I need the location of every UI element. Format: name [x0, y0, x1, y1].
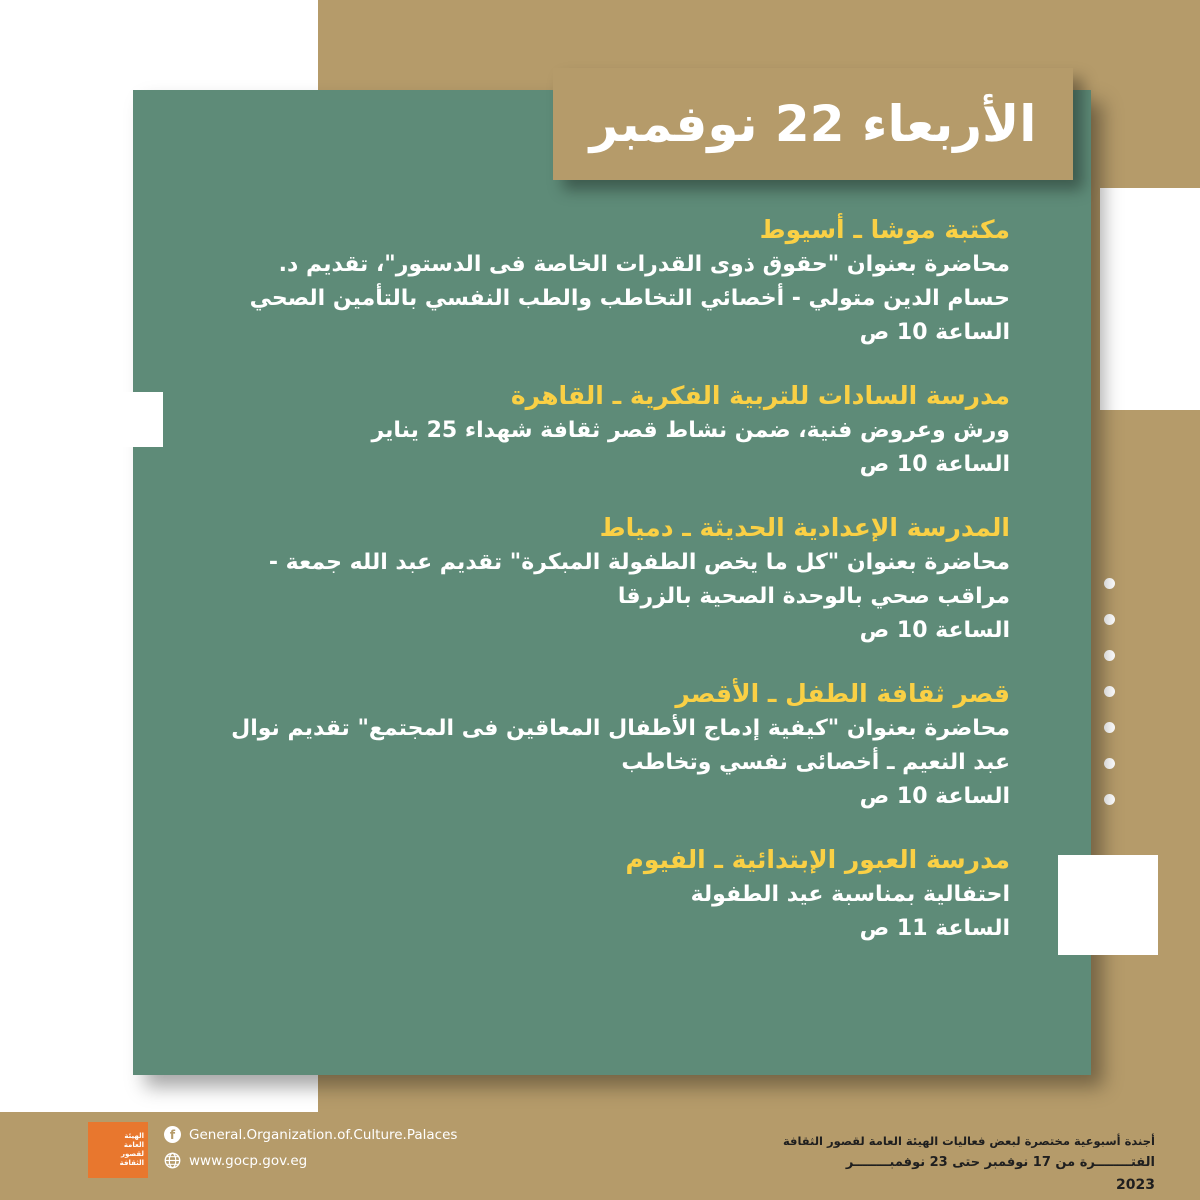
facebook-link[interactable] — [164, 1126, 457, 1143]
decorative-dot — [82, 934, 93, 945]
decorative-dot-column-right — [1104, 578, 1115, 805]
decorative-dot — [82, 897, 93, 908]
event-time: الساعة 11 ص — [859, 916, 1010, 941]
date-banner — [553, 68, 1073, 180]
event-item — [200, 842, 1010, 946]
website-url: www.gocp.gov.eg — [189, 1152, 308, 1169]
event-venue: مكتبة موشا ـ أسيوط — [759, 215, 1010, 244]
event-venue: مدرسة العبور الإبتدائية ـ الفيوم — [625, 845, 1010, 874]
decorative-dot — [1104, 578, 1115, 589]
decorative-dot — [136, 58, 147, 69]
event-description: عبد النعيم ـ أخصائى نفسي وتخاطب — [621, 750, 1010, 775]
logo-text: لقصور — [121, 1150, 144, 1158]
decorative-dot — [1104, 650, 1115, 661]
decorative-dot — [82, 786, 93, 797]
event-description: محاضرة بعنوان "كل ما يخص الطفولة المبكرة" تقديم عبد الله جمعة - — [268, 550, 1010, 575]
decorative-dot — [164, 58, 175, 69]
decorative-dot — [1104, 686, 1115, 697]
decorative-dot — [82, 860, 93, 871]
date-title: الأربعاء 22 نوفمبر — [589, 95, 1037, 153]
events-list — [200, 212, 1010, 974]
agenda-info — [783, 1130, 1155, 1196]
website-link[interactable] — [164, 1152, 307, 1169]
decorative-dot — [82, 712, 93, 723]
event-venue: قصر ثقافة الطفل ـ الأقصر — [675, 679, 1010, 708]
decorative-dot — [82, 823, 93, 834]
agenda-period: الفتــــــــرة من 17 نوفمبر حتى 23 نوفمبــــــــر — [845, 1155, 1155, 1170]
event-time: الساعة 10 ص — [859, 618, 1010, 643]
decorative-dot — [80, 84, 91, 95]
event-description: محاضرة بعنوان "كيفية إدماج الأطفال المعاقين فى المجتمع" تقديم نوال — [231, 716, 1010, 741]
agenda-title: أجندة أسبوعية مختصرة لبعض فعاليات الهيئة العامة لقصور الثقافة — [782, 1134, 1155, 1148]
event-description: احتفالية بمناسبة عيد الطفولة — [690, 882, 1010, 907]
event-time: الساعة 10 ص — [859, 784, 1010, 809]
facebook-page-name: General.Organization.of.Culture.Palaces — [189, 1126, 458, 1143]
facebook-icon: f — [164, 1126, 181, 1143]
event-item — [200, 378, 1010, 482]
decorative-dot — [80, 110, 91, 121]
event-description: ورش وعروض فنية، ضمن نشاط قصر ثقافة شهداء 25 يناير — [371, 418, 1010, 443]
logo-text: الهيئة — [124, 1132, 144, 1140]
logo-text: العامة — [123, 1141, 144, 1149]
decorative-dot-column-left — [82, 712, 93, 982]
decorative-white-square-right — [1058, 855, 1158, 955]
logo-text: الثقافة — [119, 1159, 144, 1167]
decorative-dot — [220, 58, 231, 69]
agenda-year: 2023 — [1116, 1177, 1155, 1193]
gocp-logo — [88, 1122, 148, 1178]
decorative-dot — [192, 58, 203, 69]
event-time: الساعة 10 ص — [859, 320, 1010, 345]
event-item — [200, 676, 1010, 814]
decorative-dot — [1104, 722, 1115, 733]
decorative-dot — [108, 58, 119, 69]
decorative-white-square-left — [108, 392, 163, 447]
decorative-dot — [1104, 614, 1115, 625]
decorative-dot — [108, 84, 119, 95]
event-description: حسام الدين متولي - أخصائي التخاطب والطب النفسي بالتأمين الصحي — [249, 286, 1010, 311]
decorative-dot — [80, 136, 91, 147]
event-time: الساعة 10 ص — [859, 452, 1010, 477]
event-item — [200, 212, 1010, 350]
decorative-dot — [82, 971, 93, 982]
decorative-dot — [1104, 794, 1115, 805]
event-venue: المدرسة الإعدادية الحديثة ـ دمياط — [599, 513, 1010, 542]
event-item — [200, 510, 1010, 648]
event-description: محاضرة بعنوان "حقوق ذوى القدرات الخاصة فى الدستور"، تقديم د. — [278, 252, 1010, 277]
globe-icon — [164, 1152, 181, 1169]
decorative-dot — [82, 749, 93, 760]
decorative-dot — [108, 136, 119, 147]
decorative-dot — [108, 110, 119, 121]
event-venue: مدرسة السادات للتربية الفكرية ـ القاهرة — [510, 381, 1010, 410]
decorative-dot — [80, 58, 91, 69]
decorative-white-block-right — [1100, 188, 1200, 410]
decorative-dot — [248, 58, 259, 69]
decorative-dot — [1104, 758, 1115, 769]
event-description: مراقب صحي بالوحدة الصحية بالزرقا — [617, 584, 1010, 609]
